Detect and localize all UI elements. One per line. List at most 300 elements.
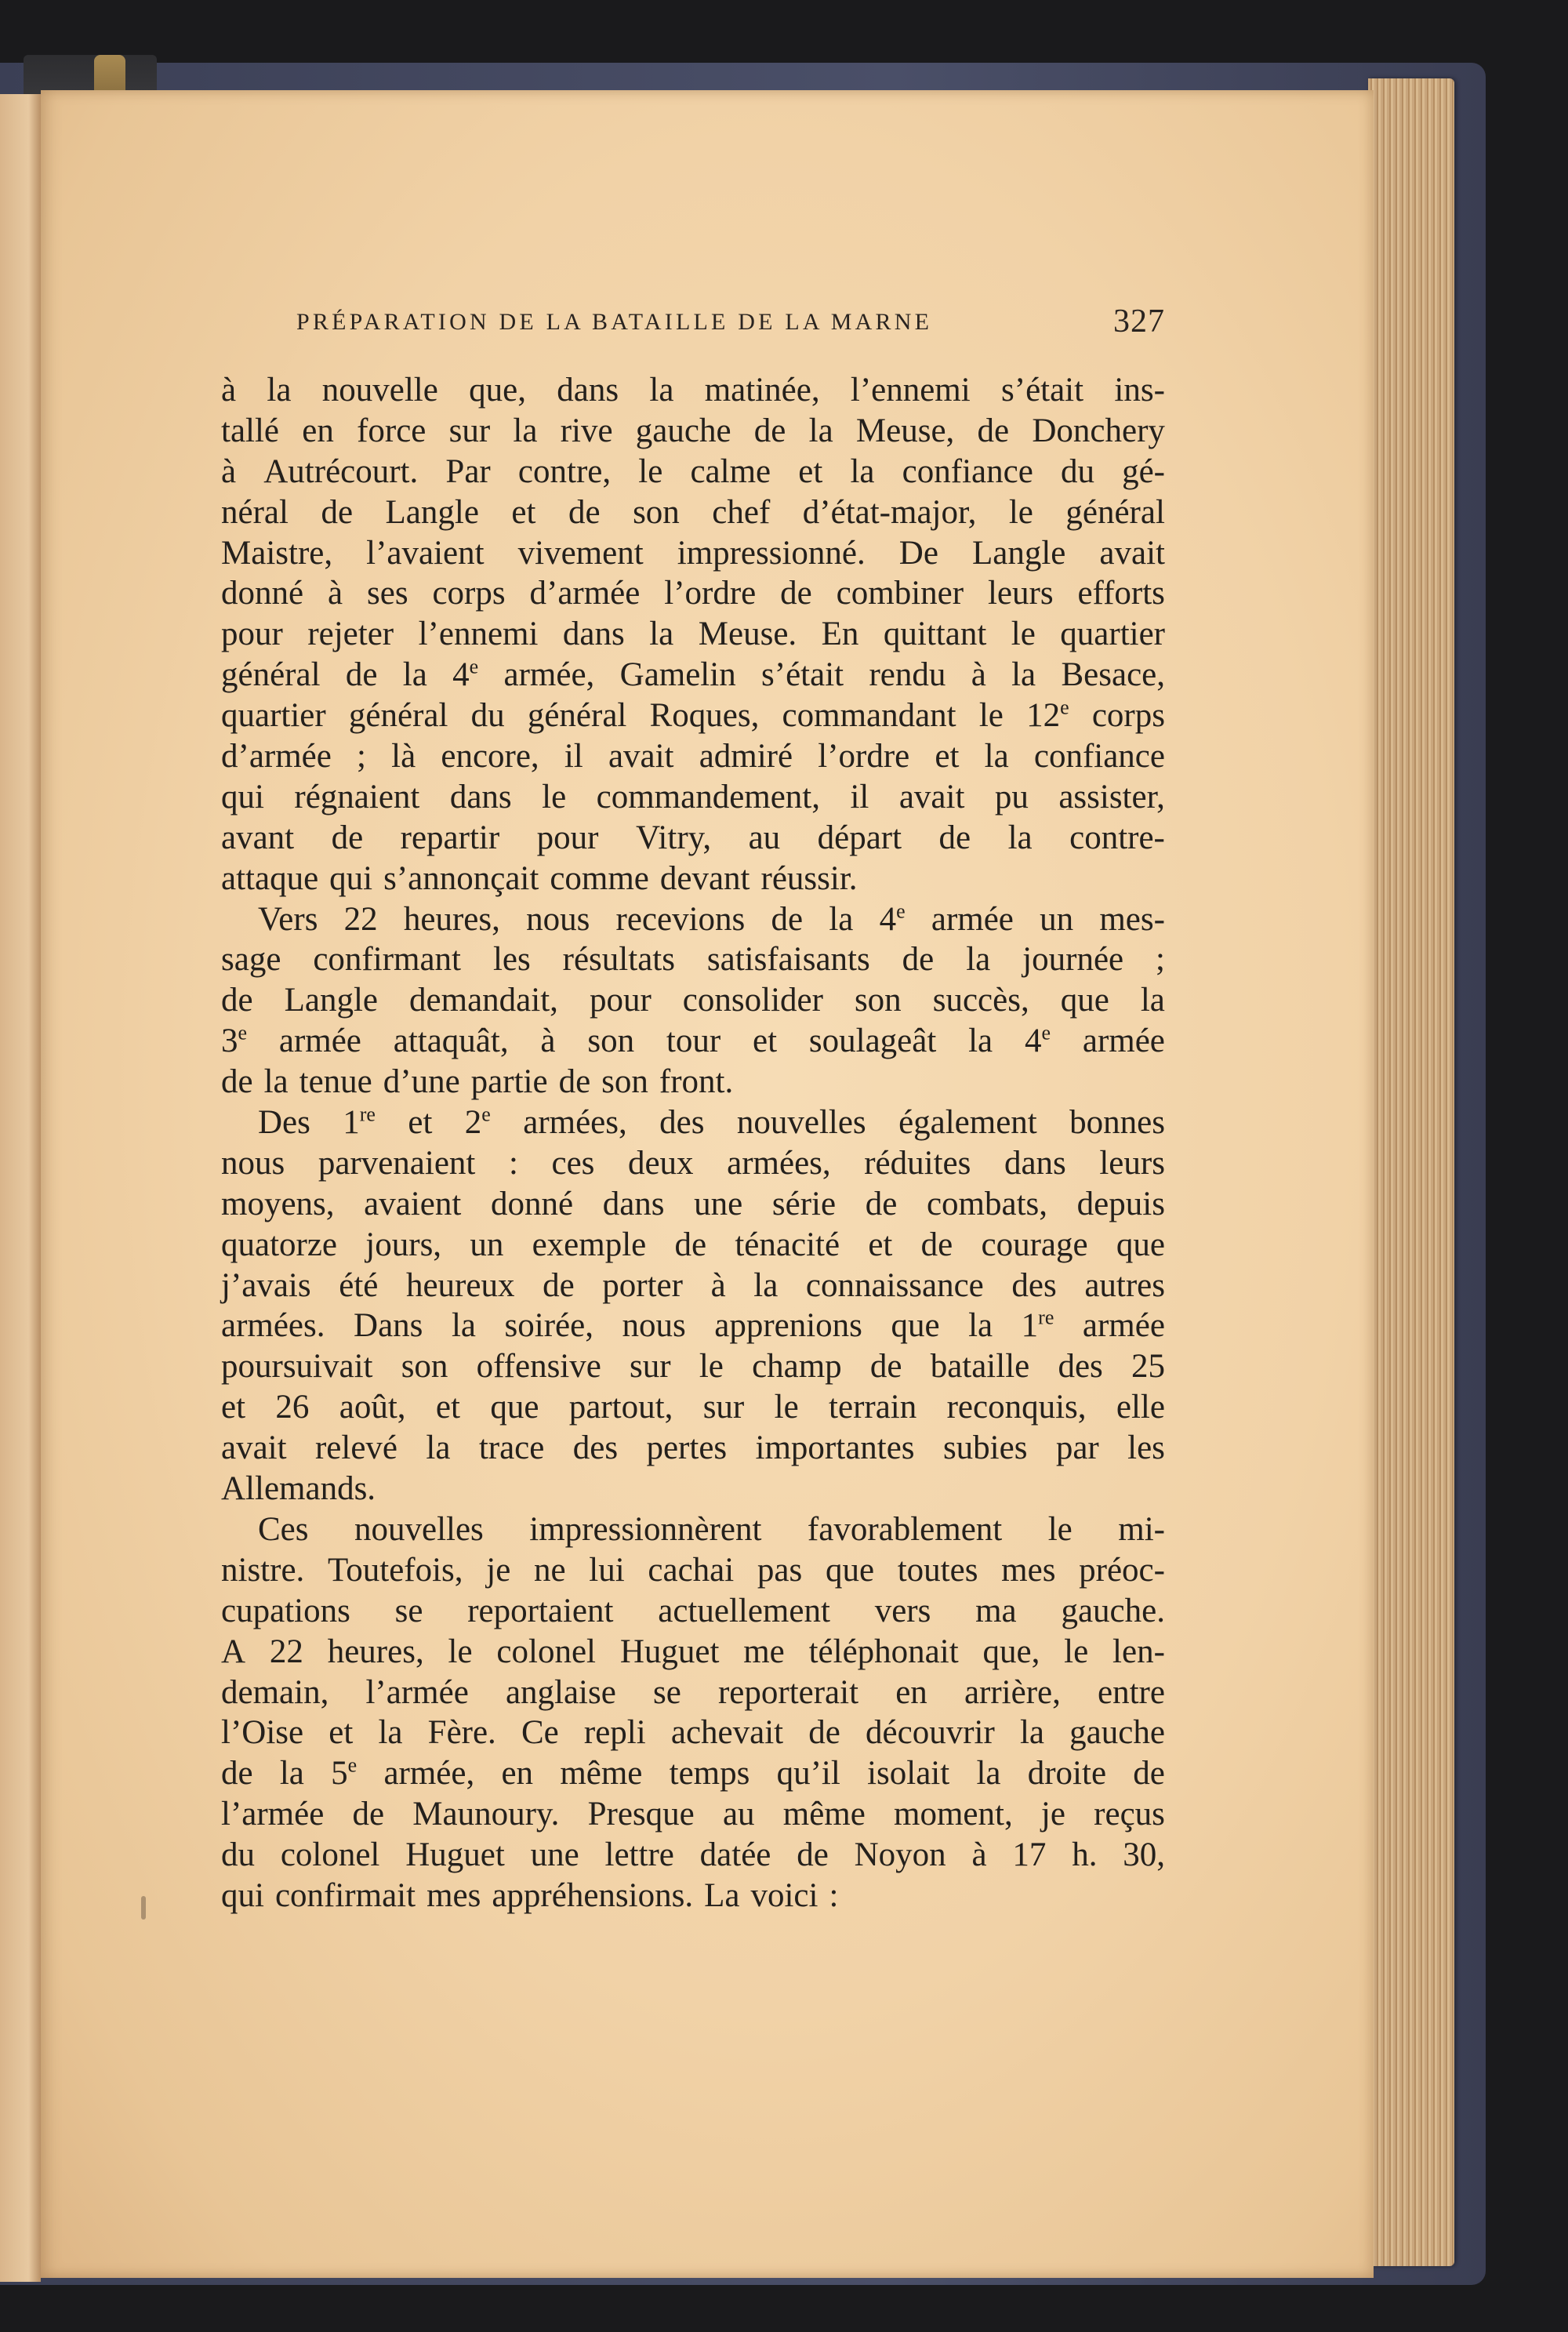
word: la bbox=[1007, 819, 1033, 856]
word: des bbox=[572, 1429, 619, 1467]
word: chef bbox=[712, 493, 771, 531]
word: la bbox=[1140, 982, 1165, 1019]
word: et bbox=[221, 1389, 246, 1426]
word: la bbox=[1019, 1714, 1044, 1752]
text-line bbox=[221, 533, 1165, 574]
word: armée bbox=[1082, 1307, 1165, 1345]
word: droite bbox=[1027, 1755, 1107, 1793]
word: il bbox=[564, 738, 583, 776]
word: son bbox=[601, 1063, 648, 1101]
text-line bbox=[221, 777, 1165, 818]
word: Langle bbox=[284, 982, 379, 1019]
text-line bbox=[221, 1143, 1165, 1184]
word: armée bbox=[1082, 1023, 1165, 1060]
word: sage bbox=[221, 941, 281, 979]
word: découvrir bbox=[866, 1714, 995, 1752]
word: de bbox=[331, 819, 364, 856]
word: front. bbox=[659, 1063, 734, 1101]
word: A bbox=[221, 1633, 246, 1670]
word: quartier bbox=[1060, 616, 1165, 653]
word: demandait, bbox=[409, 982, 558, 1019]
text-line bbox=[221, 1184, 1165, 1225]
word: à bbox=[971, 656, 986, 694]
word: au bbox=[748, 819, 781, 856]
word: 1re bbox=[1021, 1306, 1054, 1345]
word: en bbox=[302, 412, 334, 449]
word: l’Oise bbox=[221, 1714, 304, 1752]
word: donné bbox=[490, 1185, 574, 1222]
word: voici bbox=[750, 1876, 818, 1914]
word: en bbox=[501, 1755, 534, 1793]
word: général bbox=[221, 656, 321, 694]
word: un bbox=[470, 1226, 504, 1263]
word: à bbox=[328, 575, 343, 612]
word: bonnes bbox=[1069, 1104, 1165, 1142]
word: rive bbox=[560, 412, 613, 449]
word: l’armée bbox=[365, 1673, 469, 1711]
word: isolait bbox=[867, 1755, 950, 1793]
word: 5e bbox=[331, 1753, 358, 1793]
text-line bbox=[221, 1021, 1165, 1062]
word: moyens, bbox=[221, 1185, 335, 1222]
text-line bbox=[221, 1062, 1165, 1102]
word: commandement, bbox=[596, 778, 821, 815]
word: de bbox=[865, 1185, 898, 1222]
word: comme bbox=[550, 859, 649, 897]
word: il bbox=[850, 778, 869, 815]
word: soulageât bbox=[808, 1023, 937, 1060]
word: de bbox=[543, 1266, 575, 1304]
word: la bbox=[850, 452, 875, 490]
word: poursuivait bbox=[221, 1348, 373, 1386]
word: gauche. bbox=[1061, 1592, 1165, 1629]
word: pour bbox=[589, 982, 652, 1019]
text-line bbox=[221, 736, 1165, 777]
word: une bbox=[694, 1185, 743, 1222]
word: elle bbox=[1116, 1389, 1165, 1426]
word: encore, bbox=[441, 738, 539, 776]
word: calme bbox=[690, 452, 771, 490]
word: anglaise bbox=[505, 1673, 616, 1711]
word: : bbox=[508, 1144, 518, 1182]
word: de bbox=[977, 412, 1010, 449]
word: lettre bbox=[604, 1836, 674, 1874]
word: de bbox=[902, 941, 935, 979]
word: l’armée bbox=[221, 1796, 325, 1833]
word: commandant bbox=[782, 697, 956, 735]
word: la bbox=[968, 1023, 993, 1060]
text-line bbox=[221, 1673, 1165, 1713]
word: de bbox=[221, 1755, 253, 1793]
word: nistre. bbox=[221, 1551, 305, 1589]
word: 4e bbox=[879, 899, 906, 938]
word: et bbox=[798, 452, 823, 490]
word: nouvelles bbox=[354, 1510, 484, 1548]
word: combiner bbox=[836, 575, 964, 612]
word: que bbox=[891, 1307, 940, 1345]
word: Maistre, bbox=[221, 534, 333, 572]
text-line bbox=[221, 1632, 1165, 1673]
word: du bbox=[1060, 452, 1094, 490]
word: de bbox=[869, 1348, 902, 1386]
word: que, bbox=[982, 1633, 1040, 1670]
word: mes bbox=[426, 1876, 481, 1914]
word: dans bbox=[449, 778, 512, 815]
word: force bbox=[357, 412, 426, 449]
word: Fère. bbox=[427, 1714, 496, 1752]
word: cachai bbox=[648, 1551, 735, 1589]
text-line bbox=[221, 1713, 1165, 1753]
word: leurs bbox=[987, 575, 1054, 612]
word: la bbox=[451, 1307, 476, 1345]
word: de bbox=[674, 1226, 707, 1263]
word: et bbox=[328, 1714, 354, 1752]
word: champ bbox=[752, 1348, 842, 1386]
word: du bbox=[221, 1836, 255, 1874]
word: l’avaient bbox=[366, 534, 485, 572]
text-line bbox=[221, 1387, 1165, 1428]
word: 2e bbox=[464, 1102, 491, 1142]
word: len- bbox=[1112, 1633, 1165, 1670]
word: Dans bbox=[354, 1307, 423, 1345]
word: La bbox=[704, 1876, 740, 1914]
word: sur bbox=[702, 1389, 745, 1426]
word: à bbox=[221, 452, 237, 490]
word: l’ennemi bbox=[418, 616, 539, 653]
word: matinée, bbox=[704, 372, 820, 409]
word: le bbox=[542, 778, 567, 815]
word: et bbox=[868, 1226, 893, 1263]
word: 4e bbox=[1024, 1021, 1051, 1060]
word: le bbox=[978, 697, 1004, 735]
word: Huguet bbox=[405, 1836, 505, 1874]
word: consolider bbox=[682, 982, 823, 1019]
word: la bbox=[402, 656, 427, 694]
word: de bbox=[920, 1226, 953, 1263]
word: et bbox=[435, 1389, 460, 1426]
word: août, bbox=[339, 1389, 406, 1426]
word: deux bbox=[627, 1144, 694, 1182]
word: de bbox=[808, 1714, 840, 1752]
word: porter bbox=[602, 1266, 683, 1304]
text-line bbox=[221, 1102, 1165, 1143]
word: dans bbox=[1004, 1144, 1066, 1182]
text-line bbox=[221, 939, 1165, 980]
word: à bbox=[971, 1836, 987, 1874]
word: ; bbox=[1156, 941, 1165, 979]
word: impressionnèrent bbox=[529, 1510, 762, 1548]
word: soirée, bbox=[504, 1307, 593, 1345]
word: réussir. bbox=[760, 859, 858, 897]
word: la bbox=[279, 1755, 304, 1793]
word: de bbox=[753, 412, 786, 449]
word: appréhensions. bbox=[492, 1876, 694, 1914]
word: depuis bbox=[1076, 1185, 1165, 1222]
text-line bbox=[221, 492, 1165, 533]
word: pertes bbox=[646, 1429, 728, 1467]
word: ces bbox=[551, 1144, 595, 1182]
word: même bbox=[782, 1796, 866, 1833]
word: gauche bbox=[1069, 1714, 1165, 1752]
word: série bbox=[771, 1185, 837, 1222]
word: 25 bbox=[1131, 1348, 1165, 1386]
word: confirmait bbox=[274, 1876, 416, 1914]
running-header bbox=[296, 303, 1165, 342]
word: efforts bbox=[1077, 575, 1165, 612]
word: des bbox=[659, 1104, 705, 1142]
word: départ bbox=[817, 819, 902, 856]
word: d’armée bbox=[221, 738, 332, 776]
word: été bbox=[339, 1266, 379, 1304]
word: relevé bbox=[314, 1429, 397, 1467]
word: jours, bbox=[365, 1226, 442, 1263]
word: avait bbox=[1099, 534, 1165, 572]
text-line bbox=[221, 1346, 1165, 1387]
word: importantes bbox=[755, 1429, 915, 1467]
word: qu’il bbox=[776, 1755, 840, 1793]
word: de bbox=[780, 575, 812, 612]
word: bataille bbox=[930, 1348, 1030, 1386]
word: que bbox=[490, 1389, 539, 1426]
word: de bbox=[558, 1063, 591, 1101]
word: 1re bbox=[343, 1102, 376, 1142]
word: Allemands. bbox=[221, 1470, 376, 1508]
word: Par bbox=[445, 452, 491, 490]
word: avait bbox=[221, 1429, 287, 1467]
word: et bbox=[935, 738, 960, 776]
word: le bbox=[774, 1389, 799, 1426]
word: 3e bbox=[221, 1021, 248, 1060]
word: et bbox=[511, 493, 536, 531]
word: De bbox=[898, 534, 938, 572]
text-line bbox=[221, 370, 1165, 411]
word: son bbox=[401, 1348, 448, 1386]
text-line bbox=[221, 1306, 1165, 1346]
word: la bbox=[267, 372, 292, 409]
word: ténacité bbox=[735, 1226, 840, 1263]
word: se bbox=[394, 1592, 423, 1629]
word: réduites bbox=[864, 1144, 971, 1182]
word: des bbox=[1011, 1266, 1057, 1304]
word: le bbox=[699, 1348, 724, 1386]
word: l’ordre bbox=[818, 738, 910, 776]
word: trace bbox=[478, 1429, 545, 1467]
word: le bbox=[1047, 1510, 1073, 1548]
text-line bbox=[221, 980, 1165, 1021]
word: dans bbox=[562, 616, 625, 653]
page-block-edges bbox=[1368, 78, 1454, 2266]
word: des bbox=[1058, 1348, 1103, 1386]
word: s’était bbox=[761, 656, 844, 694]
word: la bbox=[649, 372, 674, 409]
word: assister, bbox=[1058, 778, 1165, 815]
word: la bbox=[1011, 656, 1036, 694]
word: Meuse, bbox=[855, 412, 955, 449]
word: du bbox=[470, 697, 505, 735]
word: ses bbox=[367, 575, 408, 612]
word: satisfaisants bbox=[706, 941, 870, 979]
word: 30, bbox=[1123, 1836, 1165, 1874]
word: la bbox=[966, 941, 991, 979]
word: avaient bbox=[364, 1185, 462, 1222]
word: quittant bbox=[883, 616, 987, 653]
text-line bbox=[221, 614, 1165, 655]
text-line bbox=[221, 1469, 1165, 1509]
word: gauche bbox=[635, 412, 731, 449]
word: par bbox=[1055, 1429, 1099, 1467]
word: 17 bbox=[1012, 1836, 1047, 1874]
body-text bbox=[221, 370, 1165, 1916]
word: toutes bbox=[897, 1551, 978, 1589]
word: dans bbox=[557, 372, 619, 409]
word: temps bbox=[669, 1755, 750, 1793]
word: attaque bbox=[221, 859, 319, 897]
word: armée, bbox=[383, 1755, 475, 1793]
word: au bbox=[722, 1796, 755, 1833]
word: h. bbox=[1072, 1836, 1098, 1874]
word: vivement bbox=[517, 534, 644, 572]
word: pour bbox=[221, 616, 283, 653]
word: les bbox=[1127, 1429, 1165, 1467]
word: qui bbox=[221, 778, 264, 815]
word: rendu bbox=[869, 656, 946, 694]
word: pu bbox=[994, 778, 1029, 815]
word: le bbox=[1008, 493, 1033, 531]
text-line bbox=[221, 573, 1165, 614]
word: recevions bbox=[615, 900, 746, 938]
word: : bbox=[829, 1876, 839, 1914]
word: impressionné. bbox=[677, 534, 866, 572]
text-line bbox=[221, 1428, 1165, 1469]
word: 22 bbox=[269, 1633, 303, 1670]
running-title: PRÉPARATION DE LA BATAILLE DE LA MARNE bbox=[296, 309, 933, 335]
word: demain, bbox=[221, 1673, 329, 1711]
word: dans bbox=[602, 1185, 665, 1222]
word: l’ordre bbox=[664, 575, 757, 612]
word: ne bbox=[534, 1551, 566, 1589]
word: avait bbox=[608, 738, 674, 776]
word: de bbox=[797, 1836, 829, 1874]
word: la bbox=[263, 1063, 289, 1101]
word: le bbox=[1011, 616, 1036, 653]
word: confiance bbox=[1033, 738, 1165, 776]
word: l’ennemi bbox=[850, 372, 971, 409]
word: Autrécourt. bbox=[263, 452, 419, 490]
text-line bbox=[221, 1266, 1165, 1306]
word: Meuse. bbox=[698, 616, 797, 653]
word: j’avais bbox=[221, 1266, 311, 1304]
word: Presque bbox=[587, 1796, 695, 1833]
word: Langle bbox=[385, 493, 479, 531]
word: la bbox=[984, 738, 1009, 776]
word: admiré bbox=[699, 738, 793, 776]
word: favorablement bbox=[807, 1510, 1003, 1548]
word: Roques, bbox=[649, 697, 760, 735]
word: sur bbox=[448, 412, 491, 449]
text-line bbox=[221, 818, 1165, 859]
word: avant bbox=[221, 819, 295, 856]
word: 26 bbox=[275, 1389, 310, 1426]
text-line bbox=[221, 1225, 1165, 1266]
word: mi- bbox=[1118, 1510, 1165, 1548]
page-number: 327 bbox=[1113, 303, 1165, 340]
text-line bbox=[221, 1876, 1165, 1916]
word: en bbox=[895, 1673, 927, 1711]
text-line bbox=[221, 859, 1165, 899]
word: 12e bbox=[1026, 696, 1069, 735]
word: contre- bbox=[1069, 819, 1165, 856]
word: confirmant bbox=[313, 941, 461, 979]
word: le bbox=[638, 452, 663, 490]
word: nous bbox=[622, 1307, 686, 1345]
word: reporterait bbox=[717, 1673, 859, 1711]
word: préoc- bbox=[1079, 1551, 1165, 1589]
word: là bbox=[391, 738, 416, 776]
word: nouvelle bbox=[321, 372, 438, 409]
word: d’état-major, bbox=[802, 493, 977, 531]
word: 4e bbox=[452, 655, 479, 694]
word: nous bbox=[526, 900, 590, 938]
word: à bbox=[710, 1266, 726, 1304]
word: leurs bbox=[1099, 1144, 1165, 1182]
word: également bbox=[898, 1104, 1037, 1142]
text-line bbox=[221, 1591, 1165, 1632]
word: mes- bbox=[1099, 900, 1165, 938]
word: Vitry, bbox=[635, 819, 712, 856]
word: le bbox=[1064, 1633, 1089, 1670]
word: Maunoury. bbox=[412, 1796, 560, 1833]
word: un bbox=[1040, 900, 1074, 938]
word: s’était bbox=[1001, 372, 1084, 409]
word: général bbox=[348, 697, 448, 735]
word: de bbox=[221, 1063, 253, 1101]
word: apprenions bbox=[714, 1307, 862, 1345]
word: son bbox=[633, 493, 680, 531]
word: tenue bbox=[299, 1063, 372, 1101]
word: que bbox=[825, 1551, 875, 1589]
word: colonel bbox=[496, 1633, 596, 1670]
word: confiance bbox=[902, 452, 1033, 490]
word: armées, bbox=[727, 1144, 831, 1182]
word: armée bbox=[278, 1023, 361, 1060]
text-line bbox=[221, 696, 1165, 736]
text-line bbox=[221, 1509, 1165, 1550]
word: En bbox=[821, 616, 859, 653]
paper-mark bbox=[141, 1896, 146, 1920]
word: 22 bbox=[343, 900, 378, 938]
word: régnaient bbox=[294, 778, 420, 815]
word: quatorze bbox=[221, 1226, 338, 1263]
word: la bbox=[649, 616, 674, 653]
word: donné bbox=[221, 575, 304, 612]
word: de bbox=[345, 656, 378, 694]
word: d’une bbox=[383, 1063, 460, 1101]
word: la bbox=[378, 1714, 403, 1752]
word: corps bbox=[1091, 697, 1165, 735]
word: vers bbox=[874, 1592, 931, 1629]
word: pas bbox=[757, 1551, 803, 1589]
word: se bbox=[652, 1673, 681, 1711]
word: courage bbox=[981, 1226, 1088, 1263]
word: nouvelles bbox=[736, 1104, 866, 1142]
word: et bbox=[753, 1023, 778, 1060]
word: corps bbox=[432, 575, 506, 612]
facing-page-edge bbox=[0, 94, 41, 2282]
word: son bbox=[587, 1023, 635, 1060]
text-line bbox=[221, 1550, 1165, 1591]
word: reçus bbox=[1094, 1796, 1165, 1833]
word: journée bbox=[1022, 941, 1124, 979]
